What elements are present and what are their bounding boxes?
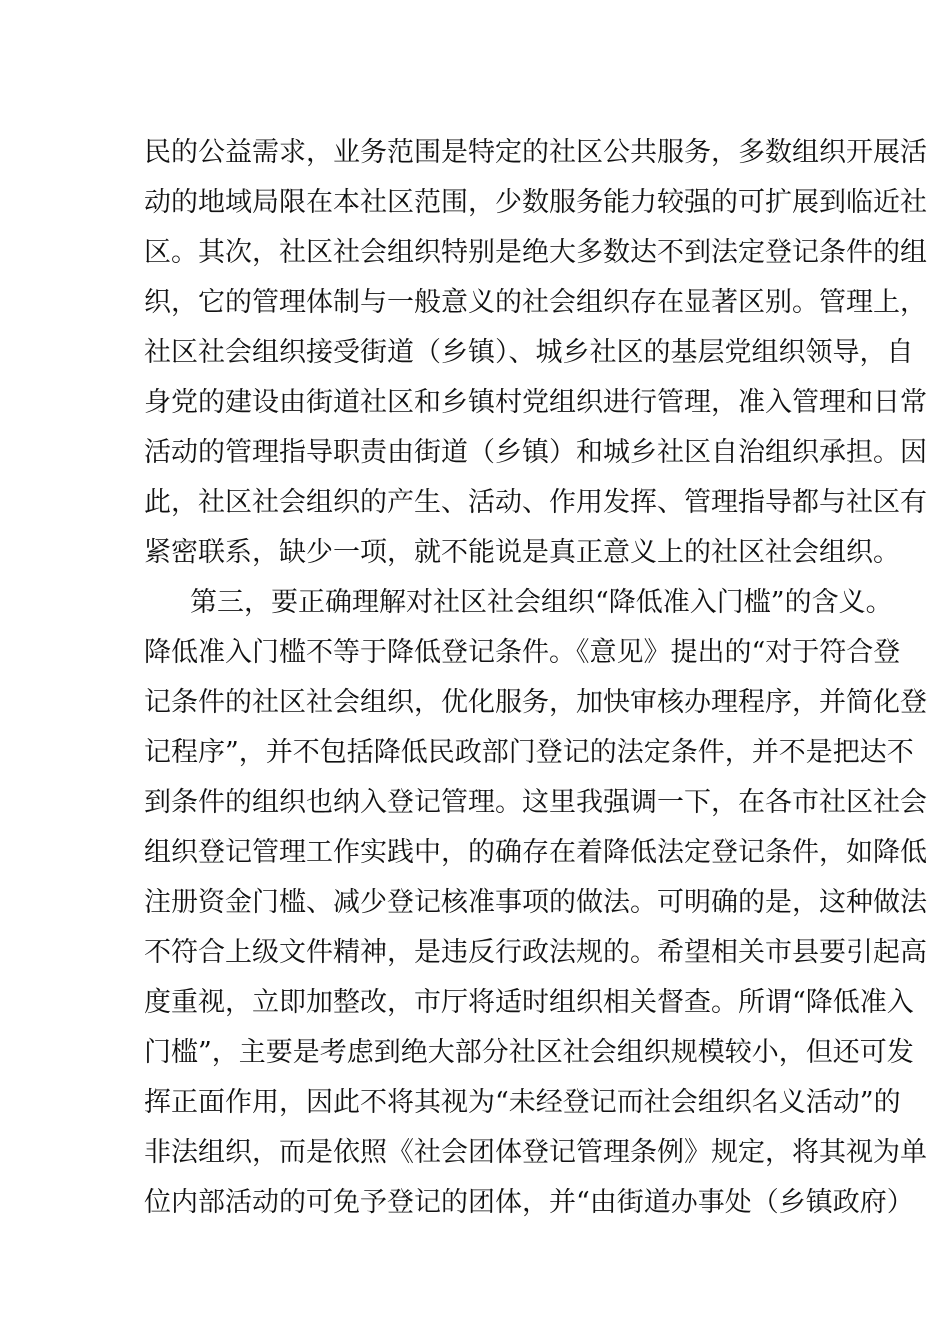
text-line-22: 位内部活动的可免予登记的团体，并“由街道办事处（乡镇政府） (144, 1187, 914, 1218)
text-line-13: 记程序”，并不包括降低民政部门登记的法定条件，并不是把达不 (144, 737, 914, 768)
text-line-8: 此，社区社会组织的产生、活动、作用发挥、管理指导都与社区有 (144, 487, 927, 518)
text-line-14: 到条件的组织也纳入登记管理。这里我强调一下，在各市社区社会 (144, 787, 927, 818)
text-line-15: 组织登记管理工作实践中，的确存在着降低法定登记条件，如降低 (144, 837, 927, 868)
text-line-1: 民的公益需求，业务范围是特定的社区公共服务，多数组织开展活 (144, 137, 927, 168)
text-line-17: 不符合上级文件精神，是违反行政法规的。希望相关市县要引起高 (144, 937, 927, 968)
text-line-16: 注册资金门槛、减少登记核准事项的做法。可明确的是，这种做法 (144, 887, 927, 918)
text-line-7: 活动的管理指导职责由街道（乡镇）和城乡社区自治组织承担。因 (144, 437, 927, 468)
text-line-18: 度重视，立即加整改，市厅将适时组织相关督查。所谓“降低准入 (144, 987, 914, 1018)
text-line-5: 社区社会组织接受街道（乡镇）、城乡社区的基层党组织领导，自 (144, 337, 914, 368)
text-line-4: 织，它的管理体制与一般意义的社会组织存在显著区别。管理上， (144, 287, 927, 318)
text-line-12: 记条件的社区社会组织，优化服务，加快审核办理程序，并简化登 (144, 687, 927, 718)
text-line-20: 挥正面作用，因此不将其视为“未经登记而社会组织名义活动”的 (144, 1087, 901, 1118)
text-line-19: 门槛”，主要是考虑到绝大部分社区社会组织规模较小，但还可发 (144, 1037, 914, 1068)
text-line-6: 身党的建设由街道社区和乡镇村党组织进行管理，准入管理和日常 (144, 387, 927, 418)
document-body (144, 128, 927, 1228)
text-line-9: 紧密联系，缺少一项，就不能说是真正意义上的社区社会组织。 (144, 537, 900, 568)
paragraph-start-line: 第三，要正确理解对社区社会组织“降低准入门槛”的含义。 (190, 587, 893, 618)
text-line-2: 动的地域局限在本社区范围，少数服务能力较强的可扩展到临近社 (144, 187, 927, 218)
text-line-11: 降低准入门槛不等于降低登记条件。《意见》提出的“对于符合登 (144, 637, 901, 668)
text-line-21: 非法组织，而是依照《社会团体登记管理条例》规定，将其视为单 (144, 1137, 927, 1168)
text-line-3: 区。其次，社区社会组织特别是绝大多数达不到法定登记条件的组 (144, 237, 927, 268)
